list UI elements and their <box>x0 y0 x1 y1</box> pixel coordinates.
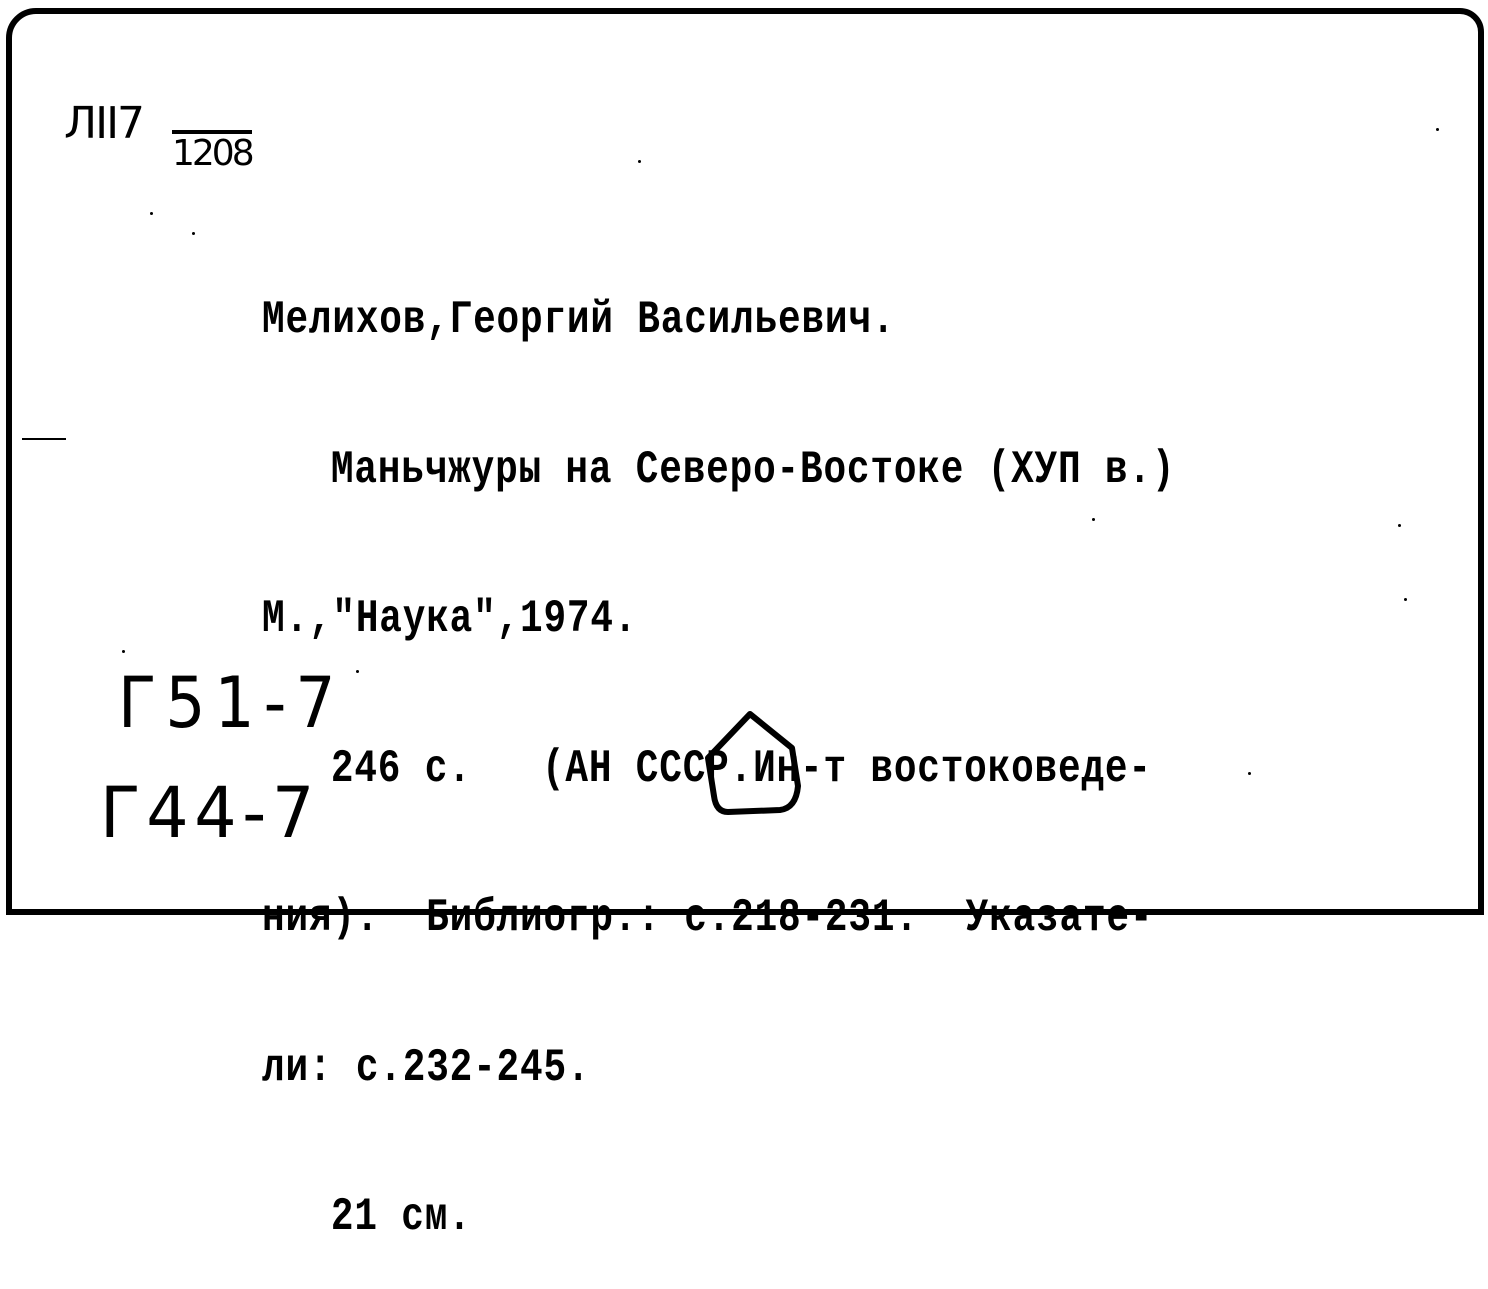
scan-speck <box>638 160 641 163</box>
author-line: Мелихов,Георгий Васильевич. <box>262 294 896 346</box>
shelf-mark-sub: 1208 <box>172 130 252 174</box>
scan-speck <box>1398 524 1401 527</box>
scan-speck <box>192 232 195 235</box>
scan-speck <box>122 650 125 653</box>
scan-speck <box>1436 128 1439 131</box>
size-line: 21 см. <box>330 1191 472 1243</box>
call-number-1: Г51-7 <box>118 662 345 744</box>
pentagon-mark-icon <box>700 708 810 818</box>
shelf-mark <box>64 98 143 149</box>
shelf-mark-main: ЛII7 <box>64 98 144 149</box>
pagination-line: 246 с. (АН СССР.Ин-т востоковеде- <box>330 742 1152 795</box>
call-number-2: Г44-7 <box>100 772 320 854</box>
scan-speck <box>150 212 153 215</box>
scan-speck <box>1092 518 1095 521</box>
scan-speck <box>1404 598 1407 601</box>
scan-dash <box>22 438 66 440</box>
scan-speck <box>1248 772 1251 775</box>
imprint-line: М.,"Наука",1974. <box>262 593 638 645</box>
title-line: Маньчжуры на Северо-Востоке (ХУП в.) <box>330 443 1176 496</box>
notes-line-2: ли: с.232-245. <box>262 1041 591 1094</box>
notes-line-1: ния). Библиогр.: с.218-231. Указате- <box>262 892 1154 944</box>
scan-speck <box>356 670 359 673</box>
